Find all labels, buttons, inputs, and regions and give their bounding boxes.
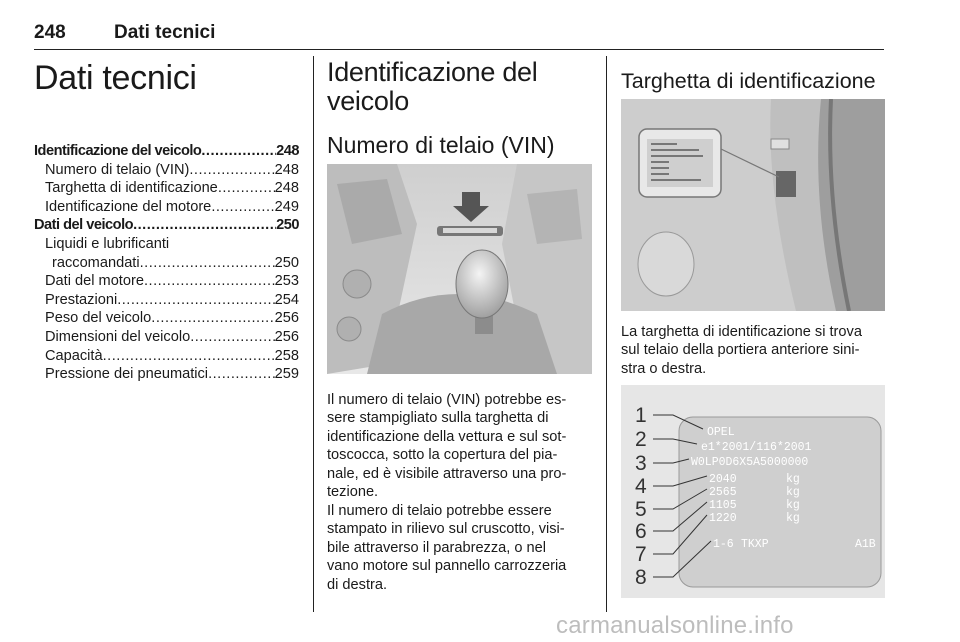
- column-divider-2: [606, 56, 607, 612]
- toc-entry-page: 249: [274, 198, 299, 215]
- toc-entry[interactable]: [34, 291, 299, 310]
- toc-entry[interactable]: [34, 216, 299, 235]
- callout-number: 1: [635, 404, 647, 427]
- toc-entry-page: 259: [274, 366, 299, 383]
- toc-entry[interactable]: [34, 161, 299, 180]
- text-line: stampato in rilievo sul cruscotto, visi-: [327, 521, 565, 538]
- toc-leader-dots: [218, 179, 275, 198]
- section-title-line1: Identificazione del: [327, 57, 538, 87]
- plate-weight: 2565: [709, 486, 737, 499]
- toc-entry[interactable]: [34, 198, 299, 217]
- toc-entry-page: 248: [276, 143, 299, 159]
- plate-code: TKXP: [741, 538, 769, 551]
- text-line: Il numero di telaio (VIN) potrebbe es-: [327, 392, 567, 408]
- plate-weight: 2040: [709, 473, 737, 486]
- toc-leader-dots: [208, 365, 275, 384]
- toc-entry-label: Capacità: [45, 347, 103, 364]
- toc-leader-dots: [151, 309, 274, 328]
- plate-code: A1B: [855, 538, 876, 551]
- column-vehicle-id: [327, 58, 593, 116]
- text-line: di destra.: [327, 576, 388, 593]
- toc-entry[interactable]: [34, 235, 299, 254]
- toc-entry[interactable]: [34, 179, 299, 198]
- toc-leader-dots: [133, 216, 276, 235]
- callout-number: 8: [635, 566, 647, 589]
- table-of-contents: [34, 142, 299, 384]
- text-line: identificazione della vettura e sul sot-: [327, 428, 567, 445]
- toc-entry-label: Pressione dei pneumatici: [45, 366, 209, 383]
- toc-entry-label: raccomandati: [52, 254, 140, 271]
- toc-entry[interactable]: [34, 365, 299, 384]
- section-title: [327, 58, 593, 116]
- door-frame-illustration: [621, 99, 885, 311]
- toc-entry-page: 250: [276, 217, 299, 234]
- toc-leader-dots: [189, 161, 274, 180]
- vin-paragraph-2: [327, 502, 595, 594]
- toc-entry-page: 254: [274, 291, 299, 308]
- callout-number: 5: [635, 498, 647, 521]
- text-line: toscocca, sotto la copertura del pia-: [327, 447, 558, 464]
- door-illustration: [621, 99, 885, 311]
- vin-text-2: [327, 502, 595, 594]
- toc-entry-label: Targhetta di identificazione: [45, 180, 218, 197]
- text-line: nale, ed è visibile attraverso una pro-: [327, 465, 567, 482]
- text-line: sere stampigliato sulla targhetta di: [327, 410, 549, 427]
- toc-leader-dots: [190, 328, 274, 347]
- callout-number: 3: [635, 452, 647, 475]
- vin-illustration: [327, 164, 592, 374]
- toc-entry[interactable]: [34, 254, 299, 273]
- toc-entry-label: Dati del motore: [45, 273, 144, 290]
- plate-brand: OPEL: [707, 426, 735, 439]
- vin-paragraph-1: [327, 391, 595, 501]
- toc-leader-dots: [201, 142, 276, 161]
- toc-leader-dots: [144, 272, 275, 291]
- text-line: stra o destra.: [621, 360, 707, 377]
- plate-weight: 1105: [709, 499, 737, 512]
- toc-entry-page: 258: [274, 347, 299, 364]
- plate-unit: kg: [786, 499, 800, 512]
- text-line: tezione.: [327, 484, 379, 501]
- plate-vin: W0LP0D6X5A5000000: [691, 456, 809, 469]
- toc-entry-label: Numero di telaio (VIN): [45, 161, 190, 178]
- toc-leader-dots: [140, 254, 275, 273]
- callout-number: 7: [635, 543, 647, 566]
- toc-entry[interactable]: [34, 309, 299, 328]
- toc-entry[interactable]: [34, 142, 299, 161]
- toc-entry[interactable]: [34, 328, 299, 347]
- toc-leader-dots: [117, 291, 274, 310]
- column-divider-1: [313, 56, 314, 612]
- identification-plate-diagram: [621, 385, 885, 598]
- chapter-title: Dati tecnici: [34, 59, 197, 97]
- toc-entry-page: 256: [274, 328, 299, 345]
- id-plate-text: [621, 323, 891, 378]
- plate-unit: kg: [786, 486, 800, 499]
- plate-unit: kg: [786, 473, 800, 486]
- running-title: Dati tecnici: [114, 22, 216, 43]
- toc-entry[interactable]: [34, 347, 299, 366]
- text-line: La targhetta di identificazione si trova: [621, 324, 862, 340]
- text-line: sul telaio della portiera anteriore sini-: [621, 342, 860, 359]
- vin-text-1: [327, 391, 595, 501]
- toc-entry-label: Dimensioni del veicolo: [45, 328, 191, 345]
- toc-entry-label: Identificazione del motore: [45, 198, 212, 215]
- toc-entry-page: 248: [274, 180, 299, 197]
- toc-entry-page: 253: [274, 273, 299, 290]
- toc-entry-label: Liquidi e lubrificanti: [45, 235, 170, 252]
- plate-approval: e1*2001/116*2001: [701, 441, 812, 454]
- plate-illustration: [621, 385, 885, 598]
- callout-number: 6: [635, 520, 647, 543]
- toc-entry-label: Prestazioni: [45, 291, 118, 308]
- gear-console-illustration: [327, 164, 592, 374]
- section-title-line2: veicolo: [327, 86, 409, 116]
- id-plate-paragraph: [621, 323, 891, 378]
- id-plate-heading: Targhetta di identificazione: [621, 69, 876, 93]
- toc-entry-page: 256: [274, 310, 299, 327]
- callout-number: 4: [635, 475, 647, 498]
- text-line: Il numero di telaio potrebbe essere: [327, 503, 552, 519]
- toc-entry[interactable]: [34, 272, 299, 291]
- watermark: carmanualsonline.info: [556, 612, 794, 639]
- callout-number: 2: [635, 428, 647, 451]
- toc-leader-dots: [103, 347, 275, 366]
- plate-code: 1-6: [713, 538, 734, 551]
- toc-entry-label: Dati del veicolo: [34, 217, 134, 234]
- plate-unit: kg: [786, 512, 800, 525]
- page-number: 248: [34, 22, 66, 43]
- toc-entry-page: 250: [274, 254, 299, 271]
- text-line: vano motore sul pannello carrozzeria: [327, 558, 567, 575]
- text-line: bile attraverso il parabrezza, o nel: [327, 539, 547, 556]
- vin-heading: Numero di telaio (VIN): [327, 132, 555, 158]
- column-toc: [34, 58, 302, 98]
- header-rule: [34, 49, 884, 50]
- toc-entry-label: Identificazione del veicolo: [34, 143, 202, 159]
- toc-leader-dots: [211, 198, 274, 217]
- toc-entry-label: Peso del veicolo: [45, 310, 152, 327]
- plate-weight: 1220: [709, 512, 737, 525]
- toc-entry-page: 248: [274, 161, 299, 178]
